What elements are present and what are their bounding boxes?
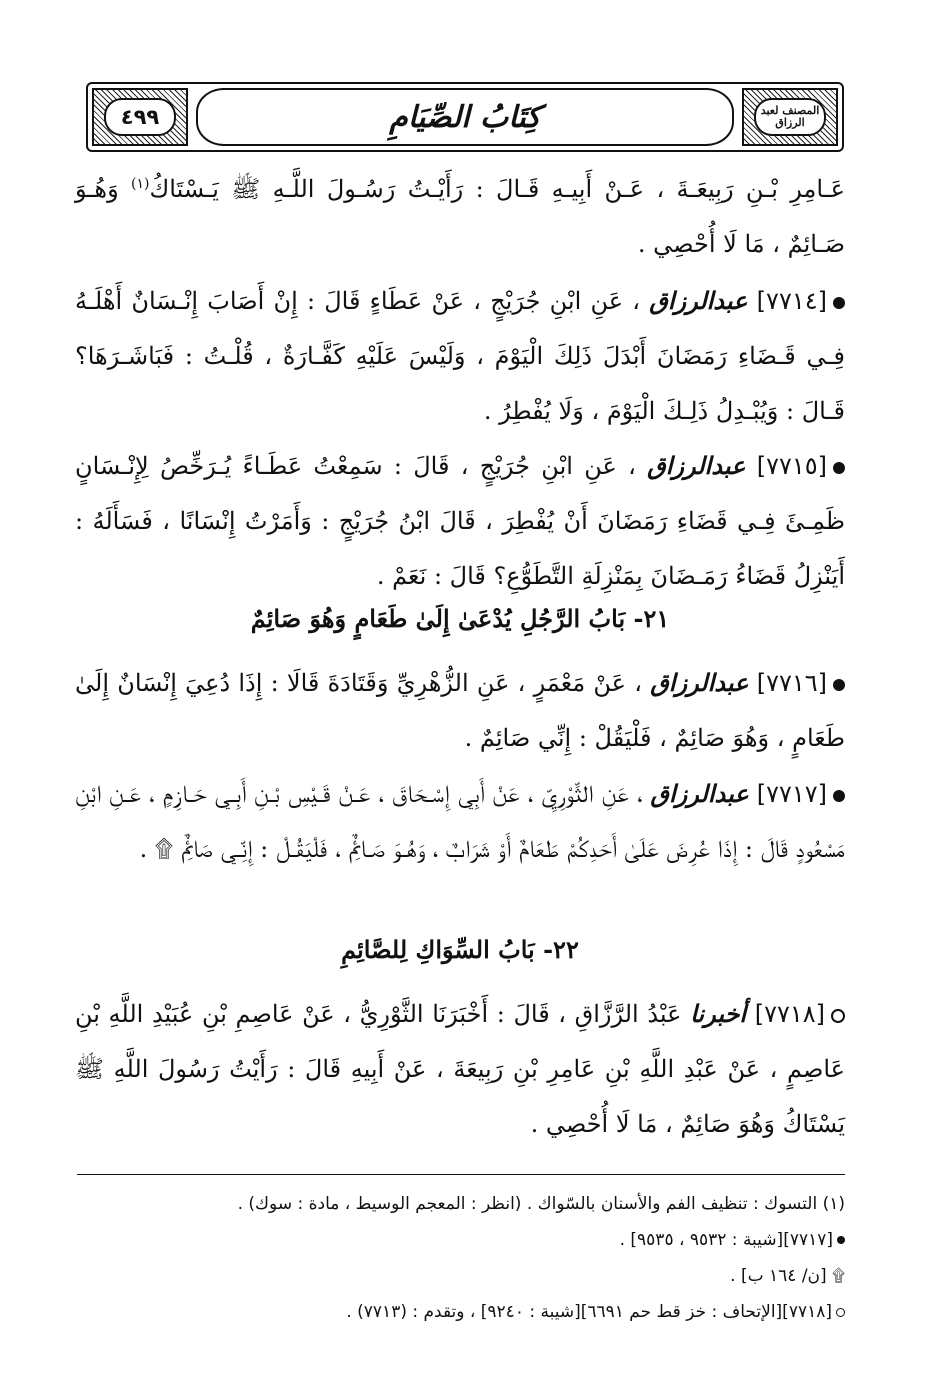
circle-marker-icon (831, 1009, 845, 1023)
footnote-7718 (75, 1294, 845, 1330)
hadith-number: [٧٧١٥] (756, 452, 827, 480)
hadith-text: ، عَنْ مَعْمَرٍ ، عَنِ الزُّهْرِيِّ وَقَتَادَةَ قَالَا : إِذَا دُعِيَ إِنْسَانٌ إِلَىٰ طَعَامٍ ، وَهُوَ صَائِمٌ ، فَلْيَقُلْ : إِنِّي صَائِمٌ . (75, 669, 845, 752)
section-heading-22: ٢٢- بَابُ السِّوَاكِ لِلصَّائِمِ (341, 935, 579, 964)
bullet-icon (833, 462, 845, 474)
narrator-name: عبدالرزاق (650, 668, 749, 697)
footnotes (75, 1186, 845, 1330)
footnote-text: ۩ [ن/ ١٦٤ ب] . (730, 1266, 845, 1286)
narrator-name: عبدالرزاق (649, 286, 748, 315)
footnote-1 (75, 1186, 845, 1222)
hadith-7716 (75, 655, 845, 766)
bullet-icon (833, 679, 845, 691)
hadith-7714 (75, 273, 845, 439)
hadith-7718 (75, 986, 845, 1152)
hadith-7717 (75, 766, 845, 877)
book-logo-box (742, 88, 838, 146)
narrator-name: عبدالرزاق (647, 451, 746, 480)
hadith-number: [٧٧١٧] (756, 780, 827, 808)
paragraph-continuation (75, 162, 845, 272)
page-header (86, 82, 844, 152)
page-number-box (92, 88, 188, 146)
hadith-text: ، عَنِ الثَّوْرِيِّ ، عَنْ أَبِي إِسْـحَاقَ ، عَـنْ قَـيْسِ بْـنِ أَبِـي حَـازِمٍ ، عَـنِ ابْنِ مَسْعُودٍ قَالَ : إِذَا عُرِضَ عَلَىٰ أَحَدِكُمْ طَعَامٌ أَوْ شَرَابٌ ، وَهُـوَ صَـائِمٌ ، فَلْيَقُـلْ : إِنِّـي صَائِمٌ ۩ . (75, 780, 845, 863)
narrator-name: أخبرنا (690, 999, 747, 1028)
section-heading-21: ٢١- بَابُ الرَّجُلِ يُدْعَىٰ إِلَىٰ طَعَامٍ وَهُوَ صَائِمٌ (250, 604, 670, 633)
paragraph-text: عَـامِرِ بْـنِ رَبِيعَـةَ ، عَـنْ أَبِيـهِ قَـالَ : رَأَيْـتُ رَسُـولَ اللَّـهِ ﷺ يَـسْتَاكُ (149, 175, 845, 203)
book-logo: المصنف لعبد الرزاق (760, 104, 820, 129)
bullet-icon (833, 790, 845, 802)
bullet-icon (837, 1236, 845, 1244)
narrator-name: عبدالرزاق (650, 779, 749, 808)
footnote-divider (77, 1174, 845, 1175)
page-number: ٤٩٩ (120, 105, 160, 129)
paragraph-text: وَهُـوَ صَـائِمٌ ، مَا لَا أُحْصِي . (75, 175, 845, 258)
bullet-icon (833, 297, 845, 309)
footnote-text: (١) التسوك : تنظيف الفم والأسنان بالسّواك . (انظر : المعجم الوسيط ، مادة : سوك) . (237, 1194, 845, 1214)
footnote-ref: (١) (131, 176, 150, 192)
footnote-text: [٧٧١٧][شيبة : ٩٥٣٢ ، ٩٥٣٥] . (619, 1230, 833, 1250)
hadith-number: [٧٧١٤] (756, 287, 827, 315)
hadith-number: [٧٧١٦] (756, 669, 827, 697)
circle-marker-icon (836, 1308, 845, 1317)
hadith-number: [٧٧١٨] (754, 1000, 825, 1028)
header-title-cartouche (196, 88, 734, 146)
hadith-text: ، عَنِ ابْنِ جُرَيْجٍ ، قَالَ : سَمِعْتُ عَطَـاءً يُـرَخِّصُ لِإِنْـسَانٍ ظَمِـئَ فِـي قَضَاءِ رَمَضَانَ أَنْ يُفْطِرَ ، قَالَ ابْنُ جُرَيْجٍ : وَأَمَرْتُ إِنْسَانًا ، فَسَأَلَهُ : أَيَنْزِلُ قَضَاءُ رَمَـضَانَ بِمَنْزِلَةِ التَّطَوُّعِ؟ قَالَ : نَعَمْ . (75, 452, 845, 590)
footnote-7717 (75, 1222, 845, 1258)
chapter-title: كِتَابُ الصِّيَامِ (389, 100, 541, 135)
hadith-7715 (75, 438, 845, 604)
footnote-text: [٧٧١٨][الإتحاف : خز قط حم ٦٦٩١][شيبة : ٩٢٤٠] ، وتقدم : (٧٧١٣) . (346, 1302, 832, 1322)
hadith-text: ، عَنِ ابْنِ جُرَيْجٍ ، عَنْ عَطَاءٍ قَالَ : إِنْ أَصَابَ إِنْـسَانٌ أَهْلَـهُ فِـي قَـضَاءِ رَمَضَانَ أَبْدَلَ ذَلِكَ الْيَوْمَ ، وَلَيْسَ عَلَيْهِ كَفَّـارَةٌ ، قُلْـتُ : فَبَاشَـرَهَا؟ قَـالَ : وَيُبْـدِلُ ذَلِـكَ الْيَوْمَ ، وَلَا يُفْطِرُ . (75, 287, 845, 425)
hadith-text: عَبْدُ الرَّزَّاقِ ، قَالَ : أَخْبَرَنَا الثَّوْرِيُّ ، عَنْ عَاصِمِ بْنِ عُبَيْدِ اللَّهِ بْنِ عَاصِمٍ ، عَنْ عَبْدِ اللَّهِ بْنِ عَامِرِ بْنِ رَبِيعَةَ ، عَنْ أَبِيهِ قَالَ : رَأَيْتُ رَسُولَ اللَّهِ ﷺ يَسْتَاكُ وَهُوَ صَائِمٌ ، مَا لَا أُحْصِي . (75, 1000, 845, 1138)
footnote-manuscript (75, 1258, 845, 1294)
